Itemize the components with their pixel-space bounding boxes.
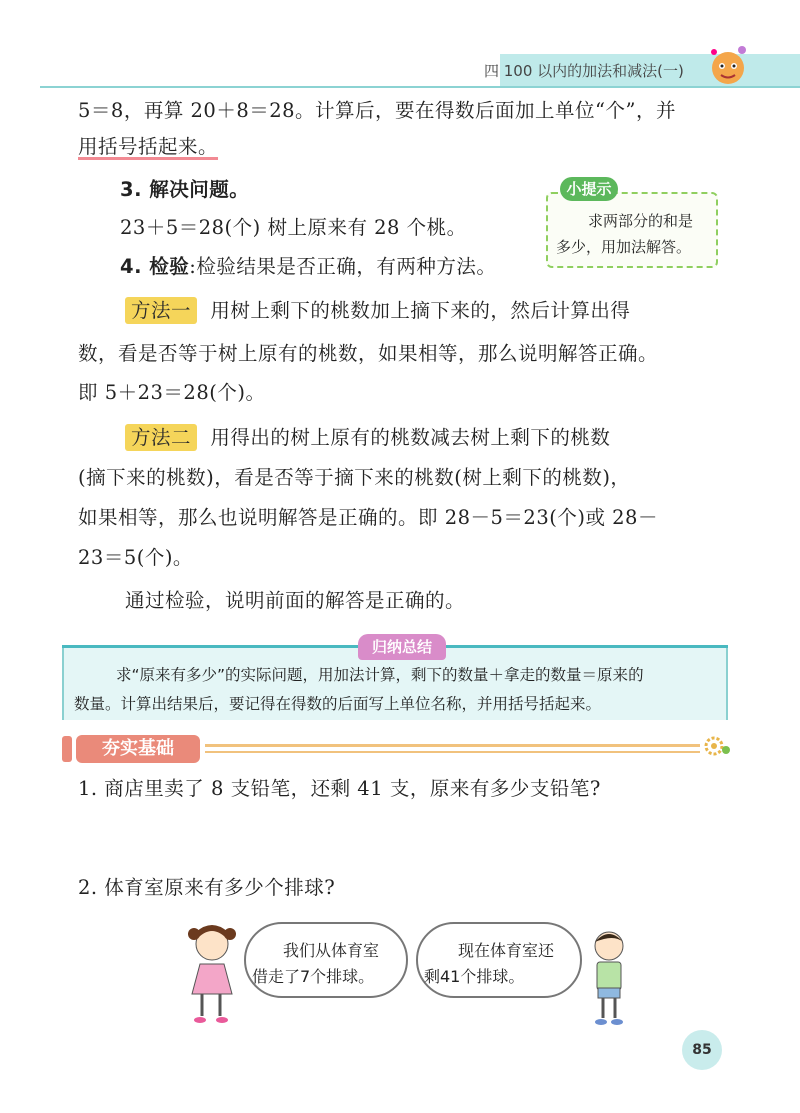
method2-text-1: 用得出的树上原有的桃数减去树上剩下的桃数 (210, 426, 611, 449)
conclusion: 通过检验，说明前面的解答是正确的。 (125, 589, 466, 612)
step3-title: 3. 解决问题。 (120, 178, 250, 201)
tip-line-1: 求两部分的和是 (588, 212, 694, 230)
girl-illustration (182, 920, 244, 1028)
tip-tag: 小提示 (560, 177, 618, 201)
mascot-icon (706, 40, 752, 90)
method2-line-3: 如果相等，那么也说明解答是正确的。即 28－5＝23(个)或 28－ (78, 506, 658, 529)
tip-line-2: 多少，用加法解答。 (556, 238, 692, 256)
summary-tag: 归纳总结 (358, 634, 446, 660)
method1-tag: 方法一 (125, 297, 197, 324)
method2-line-4: 23＝5(个)。 (78, 546, 193, 569)
summary-line-2: 数量。计算出结果后，要记得在得数的后面写上单位名称，并用括号括起来。 (74, 695, 602, 713)
gear-icon (702, 734, 732, 758)
page-number: 85 (682, 1030, 722, 1070)
method1-line-2: 数，看是否等于树上原有的桃数，如果相等，那么说明解答正确。 (78, 342, 659, 365)
body-line-1: 5＝8，再算 20＋8＝28。计算后，要在得数后面加上单位“个”，并 (78, 99, 676, 122)
section-rule-1 (205, 744, 700, 747)
step3-equation: 23＋5＝28(个) 树上原来有 28 个桃。 (120, 216, 467, 239)
boy-speech-line-1: 现在体育室还 (458, 941, 555, 960)
step4-title: 4. 检验 (120, 255, 190, 278)
section-tag-left (62, 736, 72, 762)
method2-tag: 方法二 (125, 424, 197, 451)
step4-text: :检验结果是否正确，有两种方法。 (189, 255, 497, 278)
method1-line-1 (125, 301, 630, 321)
chapter-title: 四 100 以内的加法和减法(一) (484, 62, 684, 80)
summary-line-1: 求“原来有多少”的实际问题，用加法计算，剩下的数量＋拿走的数量＝原来的 (116, 666, 644, 684)
step4-line (120, 257, 496, 277)
header-line (40, 86, 800, 88)
body-line-2: 用括号括起来。 (78, 135, 219, 158)
boy-illustration (584, 924, 634, 1028)
method2-line-2: (摘下来的桃数)，看是否等于摘下来的桃数(树上剩下的桃数)， (78, 466, 631, 489)
section-rule-2 (205, 751, 700, 753)
method1-text-1: 用树上剩下的桃数加上摘下来的，然后计算出得 (210, 299, 631, 322)
method2-line-1 (125, 428, 610, 448)
question-2: 2. 体育室原来有多少个排球? (78, 876, 336, 899)
section-tag: 夯实基础 (76, 735, 200, 763)
girl-speech-line-2: 借走了7个排球。 (252, 967, 375, 986)
question-1: 1. 商店里卖了 8 支铅笔，还剩 41 支，原来有多少支铅笔? (78, 777, 601, 800)
girl-speech-line-1: 我们从体育室 (283, 941, 380, 960)
boy-speech-line-2: 剩41个排球。 (424, 967, 525, 986)
method1-line-3: 即 5＋23＝28(个)。 (78, 381, 266, 404)
